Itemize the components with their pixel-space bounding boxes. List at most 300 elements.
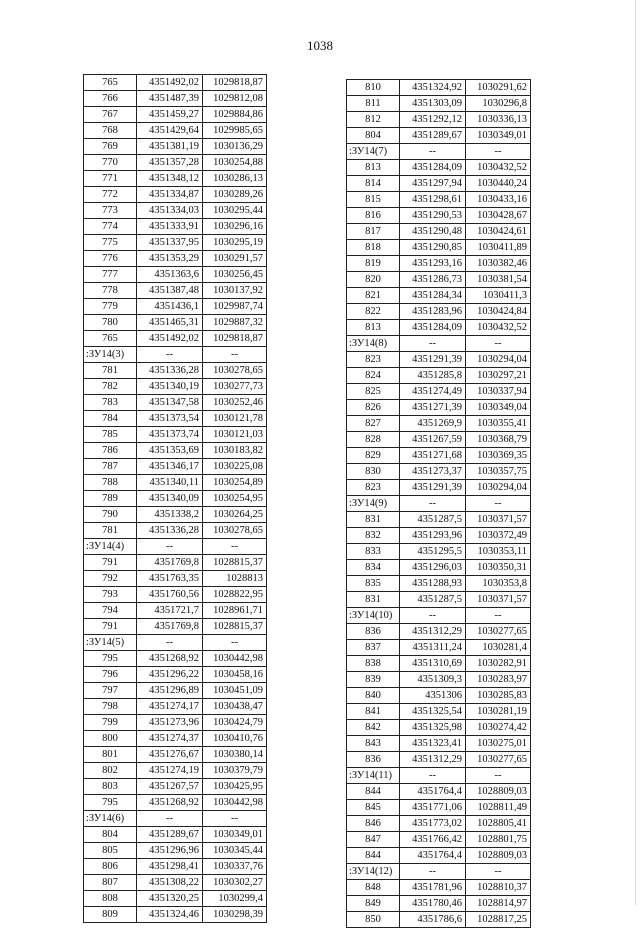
- point-number-cell: 840: [347, 688, 400, 704]
- y-coordinate-cell: 1030433,16: [466, 192, 531, 208]
- point-number-cell: 830: [347, 464, 400, 480]
- x-coordinate-cell: 4351296,89: [137, 683, 203, 699]
- section-header-row: [347, 496, 531, 512]
- x-coordinate-cell: 4351340,09: [137, 491, 203, 507]
- table-row: [347, 304, 531, 320]
- x-coordinate-cell: 4351492,02: [137, 75, 203, 91]
- table-row: [347, 416, 531, 432]
- point-number-cell: 808: [84, 891, 137, 907]
- point-number-cell: 838: [347, 656, 400, 672]
- x-coordinate-cell: 4351771,06: [400, 800, 466, 816]
- y-coordinate-cell: 1030357,75: [466, 464, 531, 480]
- table-row: [84, 315, 267, 331]
- page-edge-divider: [635, 0, 636, 905]
- x-coordinate-cell: 4351273,37: [400, 464, 466, 480]
- x-coordinate-cell: 4351325,54: [400, 704, 466, 720]
- x-coordinate-cell: 4351268,92: [137, 651, 203, 667]
- point-number-cell: 814: [347, 176, 400, 192]
- x-coordinate-cell: --: [400, 768, 466, 784]
- section-header-row: [347, 864, 531, 880]
- section-label-cell: :ЗУ14(3): [84, 347, 137, 363]
- x-coordinate-cell: 4351273,96: [137, 715, 203, 731]
- y-coordinate-cell: --: [203, 347, 267, 363]
- x-coordinate-cell: 4351310,69: [400, 656, 466, 672]
- x-coordinate-cell: 4351283,96: [400, 304, 466, 320]
- section-header-row: [84, 811, 267, 827]
- table-row: [347, 752, 531, 768]
- x-coordinate-cell: 4351363,6: [137, 267, 203, 283]
- y-coordinate-cell: 1030424,61: [466, 224, 531, 240]
- y-coordinate-cell: 1030411,89: [466, 240, 531, 256]
- table-row: [347, 288, 531, 304]
- y-coordinate-cell: 1028822,95: [203, 587, 267, 603]
- x-coordinate-cell: 4351312,29: [400, 624, 466, 640]
- table-row: [347, 528, 531, 544]
- x-coordinate-cell: 4351274,17: [137, 699, 203, 715]
- table-row: [347, 432, 531, 448]
- table-row: [84, 427, 267, 443]
- table-row: [347, 256, 531, 272]
- y-coordinate-cell: --: [466, 608, 531, 624]
- x-coordinate-cell: 4351298,41: [137, 859, 203, 875]
- point-number-cell: 819: [347, 256, 400, 272]
- point-number-cell: 847: [347, 832, 400, 848]
- point-number-cell: 829: [347, 448, 400, 464]
- point-number-cell: 785: [84, 427, 137, 443]
- point-number-cell: 781: [84, 523, 137, 539]
- x-coordinate-cell: 4351312,29: [400, 752, 466, 768]
- x-coordinate-cell: 4351459,27: [137, 107, 203, 123]
- y-coordinate-cell: 1030355,41: [466, 416, 531, 432]
- y-coordinate-cell: 1030289,26: [203, 187, 267, 203]
- point-number-cell: 779: [84, 299, 137, 315]
- y-coordinate-cell: 1029812,08: [203, 91, 267, 107]
- x-coordinate-cell: 4351763,35: [137, 571, 203, 587]
- point-number-cell: 836: [347, 624, 400, 640]
- y-coordinate-cell: 1030254,88: [203, 155, 267, 171]
- point-number-cell: 772: [84, 187, 137, 203]
- y-coordinate-cell: 1030294,04: [466, 352, 531, 368]
- x-coordinate-cell: 4351268,92: [137, 795, 203, 811]
- section-label-cell: :ЗУ14(4): [84, 539, 137, 555]
- y-coordinate-cell: 1030350,31: [466, 560, 531, 576]
- point-number-cell: 815: [347, 192, 400, 208]
- x-coordinate-cell: 4351274,19: [137, 763, 203, 779]
- table-row: [347, 592, 531, 608]
- table-row: [84, 651, 267, 667]
- point-number-cell: 774: [84, 219, 137, 235]
- table-row: [84, 251, 267, 267]
- point-number-cell: 821: [347, 288, 400, 304]
- x-coordinate-cell: 4351285,8: [400, 368, 466, 384]
- y-coordinate-cell: 1030298,39: [203, 907, 267, 923]
- y-coordinate-cell: 1030353,8: [466, 576, 531, 592]
- table-row: [84, 267, 267, 283]
- x-coordinate-cell: --: [137, 811, 203, 827]
- x-coordinate-cell: 4351297,94: [400, 176, 466, 192]
- section-label-cell: :ЗУ14(6): [84, 811, 137, 827]
- point-number-cell: 810: [347, 80, 400, 96]
- point-number-cell: 768: [84, 123, 137, 139]
- table-row: [347, 880, 531, 896]
- x-coordinate-cell: 4351324,46: [137, 907, 203, 923]
- x-coordinate-cell: 4351336,28: [137, 523, 203, 539]
- table-row: [347, 832, 531, 848]
- y-coordinate-cell: 1029818,87: [203, 75, 267, 91]
- section-header-row: [84, 635, 267, 651]
- x-coordinate-cell: 4351346,17: [137, 459, 203, 475]
- table-row: [84, 219, 267, 235]
- y-coordinate-cell: 1030424,79: [203, 715, 267, 731]
- y-coordinate-cell: 1030296,16: [203, 219, 267, 235]
- table-row: [84, 619, 267, 635]
- point-number-cell: 844: [347, 784, 400, 800]
- x-coordinate-cell: 4351296,96: [137, 843, 203, 859]
- point-number-cell: 769: [84, 139, 137, 155]
- y-coordinate-cell: 1029884,86: [203, 107, 267, 123]
- point-number-cell: 827: [347, 416, 400, 432]
- table-row: [84, 859, 267, 875]
- y-coordinate-cell: --: [203, 811, 267, 827]
- point-number-cell: 817: [347, 224, 400, 240]
- y-coordinate-cell: 1028810,37: [466, 880, 531, 896]
- point-number-cell: 818: [347, 240, 400, 256]
- point-number-cell: 794: [84, 603, 137, 619]
- y-coordinate-cell: 1030337,76: [203, 859, 267, 875]
- table-row: [347, 240, 531, 256]
- point-number-cell: 784: [84, 411, 137, 427]
- point-number-cell: 777: [84, 267, 137, 283]
- x-coordinate-cell: 4351334,87: [137, 187, 203, 203]
- x-coordinate-cell: 4351721,7: [137, 603, 203, 619]
- point-number-cell: 809: [84, 907, 137, 923]
- point-number-cell: 831: [347, 512, 400, 528]
- y-coordinate-cell: 1030278,65: [203, 363, 267, 379]
- x-coordinate-cell: 4351353,29: [137, 251, 203, 267]
- table-row: [84, 587, 267, 603]
- point-number-cell: 825: [347, 384, 400, 400]
- table-row: [347, 720, 531, 736]
- y-coordinate-cell: 1030296,8: [466, 96, 531, 112]
- point-number-cell: 781: [84, 363, 137, 379]
- table-row: [347, 208, 531, 224]
- y-coordinate-cell: 1030256,45: [203, 267, 267, 283]
- table-row: [84, 523, 267, 539]
- table-row: [347, 784, 531, 800]
- table-row: [84, 699, 267, 715]
- y-coordinate-cell: 1030281,19: [466, 704, 531, 720]
- x-coordinate-cell: 4351786,6: [400, 912, 466, 928]
- point-number-cell: 791: [84, 619, 137, 635]
- section-label-cell: :ЗУ14(10): [347, 608, 400, 624]
- y-coordinate-cell: 1030425,95: [203, 779, 267, 795]
- y-coordinate-cell: 1030136,29: [203, 139, 267, 155]
- y-coordinate-cell: 1030274,42: [466, 720, 531, 736]
- table-row: [347, 704, 531, 720]
- y-coordinate-cell: 1030302,27: [203, 875, 267, 891]
- table-row: [347, 384, 531, 400]
- x-coordinate-cell: 4351284,09: [400, 160, 466, 176]
- x-coordinate-cell: 4351287,5: [400, 512, 466, 528]
- table-row: [347, 96, 531, 112]
- y-coordinate-cell: 1030349,04: [466, 400, 531, 416]
- x-coordinate-cell: 4351284,34: [400, 288, 466, 304]
- point-number-cell: 792: [84, 571, 137, 587]
- y-coordinate-cell: 1030283,97: [466, 672, 531, 688]
- point-number-cell: 802: [84, 763, 137, 779]
- y-coordinate-cell: 1030252,46: [203, 395, 267, 411]
- x-coordinate-cell: 4351284,09: [400, 320, 466, 336]
- y-coordinate-cell: 1029985,65: [203, 123, 267, 139]
- y-coordinate-cell: 1030440,24: [466, 176, 531, 192]
- y-coordinate-cell: 1030295,44: [203, 203, 267, 219]
- x-coordinate-cell: --: [137, 635, 203, 651]
- y-coordinate-cell: 1029987,74: [203, 299, 267, 315]
- x-coordinate-cell: 4351291,39: [400, 480, 466, 496]
- table-row: [84, 123, 267, 139]
- y-coordinate-cell: --: [466, 768, 531, 784]
- x-coordinate-cell: 4351293,96: [400, 528, 466, 544]
- x-coordinate-cell: 4351338,2: [137, 507, 203, 523]
- y-coordinate-cell: 1028961,71: [203, 603, 267, 619]
- y-coordinate-cell: 1030183,82: [203, 443, 267, 459]
- x-coordinate-cell: 4351492,02: [137, 331, 203, 347]
- y-coordinate-cell: 1028817,25: [466, 912, 531, 928]
- x-coordinate-cell: --: [400, 144, 466, 160]
- table-row: [84, 395, 267, 411]
- point-number-cell: 826: [347, 400, 400, 416]
- point-number-cell: 770: [84, 155, 137, 171]
- section-label-cell: :ЗУ14(7): [347, 144, 400, 160]
- table-row: [84, 379, 267, 395]
- point-number-cell: 782: [84, 379, 137, 395]
- table-row: [84, 667, 267, 683]
- point-number-cell: 832: [347, 528, 400, 544]
- coordinates-table-right: [346, 79, 531, 928]
- section-label-cell: :ЗУ14(9): [347, 496, 400, 512]
- x-coordinate-cell: 4351311,24: [400, 640, 466, 656]
- point-number-cell: 816: [347, 208, 400, 224]
- x-coordinate-cell: 4351289,67: [400, 128, 466, 144]
- table-row: [84, 443, 267, 459]
- point-number-cell: 828: [347, 432, 400, 448]
- y-coordinate-cell: 1030458,16: [203, 667, 267, 683]
- x-coordinate-cell: 4351348,12: [137, 171, 203, 187]
- y-coordinate-cell: 1030369,35: [466, 448, 531, 464]
- x-coordinate-cell: 4351334,03: [137, 203, 203, 219]
- x-coordinate-cell: 4351773,02: [400, 816, 466, 832]
- y-coordinate-cell: 1030121,03: [203, 427, 267, 443]
- x-coordinate-cell: 4351340,19: [137, 379, 203, 395]
- table-row: [84, 91, 267, 107]
- x-coordinate-cell: 4351267,59: [400, 432, 466, 448]
- point-number-cell: 836: [347, 752, 400, 768]
- point-number-cell: 775: [84, 235, 137, 251]
- point-number-cell: 787: [84, 459, 137, 475]
- y-coordinate-cell: --: [466, 144, 531, 160]
- table-row: [347, 736, 531, 752]
- x-coordinate-cell: 4351306: [400, 688, 466, 704]
- point-number-cell: 820: [347, 272, 400, 288]
- y-coordinate-cell: 1030278,65: [203, 523, 267, 539]
- x-coordinate-cell: 4351296,03: [400, 560, 466, 576]
- point-number-cell: 846: [347, 816, 400, 832]
- y-coordinate-cell: 1030254,89: [203, 475, 267, 491]
- point-number-cell: 837: [347, 640, 400, 656]
- point-number-cell: 795: [84, 651, 137, 667]
- table-row: [347, 176, 531, 192]
- y-coordinate-cell: 1028811,49: [466, 800, 531, 816]
- x-coordinate-cell: 4351267,57: [137, 779, 203, 795]
- coordinates-table-left: [83, 74, 267, 923]
- x-coordinate-cell: 4351780,46: [400, 896, 466, 912]
- table-row: [84, 475, 267, 491]
- y-coordinate-cell: 1028813: [203, 571, 267, 587]
- table-row: [347, 224, 531, 240]
- point-number-cell: 834: [347, 560, 400, 576]
- section-header-row: [347, 336, 531, 352]
- y-coordinate-cell: 1028809,03: [466, 848, 531, 864]
- point-number-cell: 848: [347, 880, 400, 896]
- section-label-cell: :ЗУ14(8): [347, 336, 400, 352]
- y-coordinate-cell: 1030381,54: [466, 272, 531, 288]
- table-row: [347, 544, 531, 560]
- y-coordinate-cell: 1030254,95: [203, 491, 267, 507]
- x-coordinate-cell: --: [400, 336, 466, 352]
- point-number-cell: 804: [347, 128, 400, 144]
- x-coordinate-cell: 4351353,69: [137, 443, 203, 459]
- x-coordinate-cell: 4351291,39: [400, 352, 466, 368]
- x-coordinate-cell: 4351340,11: [137, 475, 203, 491]
- y-coordinate-cell: 1030336,13: [466, 112, 531, 128]
- table-row: [84, 731, 267, 747]
- y-coordinate-cell: 1030291,57: [203, 251, 267, 267]
- y-coordinate-cell: 1030424,84: [466, 304, 531, 320]
- y-coordinate-cell: 1030264,25: [203, 507, 267, 523]
- table-row: [347, 480, 531, 496]
- point-number-cell: 786: [84, 443, 137, 459]
- x-coordinate-cell: 4351769,8: [137, 619, 203, 635]
- x-coordinate-cell: 4351387,48: [137, 283, 203, 299]
- point-number-cell: 811: [347, 96, 400, 112]
- x-coordinate-cell: 4351333,91: [137, 219, 203, 235]
- y-coordinate-cell: 1030286,13: [203, 171, 267, 187]
- y-coordinate-cell: 1030281,4: [466, 640, 531, 656]
- table-row: [84, 299, 267, 315]
- x-coordinate-cell: --: [400, 864, 466, 880]
- y-coordinate-cell: 1030299,4: [203, 891, 267, 907]
- table-row: [347, 464, 531, 480]
- x-coordinate-cell: 4351325,98: [400, 720, 466, 736]
- section-header-row: [347, 768, 531, 784]
- y-coordinate-cell: 1030345,44: [203, 843, 267, 859]
- point-number-cell: 766: [84, 91, 137, 107]
- table-row: [84, 843, 267, 859]
- table-row: [347, 848, 531, 864]
- table-row: [84, 507, 267, 523]
- y-coordinate-cell: 1030349,01: [203, 827, 267, 843]
- point-number-cell: 798: [84, 699, 137, 715]
- table-row: [347, 640, 531, 656]
- table-row: [84, 795, 267, 811]
- x-coordinate-cell: 4351289,67: [137, 827, 203, 843]
- x-coordinate-cell: 4351781,96: [400, 880, 466, 896]
- point-number-cell: 797: [84, 683, 137, 699]
- x-coordinate-cell: 4351373,54: [137, 411, 203, 427]
- x-coordinate-cell: 4351436,1: [137, 299, 203, 315]
- table-row: [84, 107, 267, 123]
- point-number-cell: 813: [347, 320, 400, 336]
- table-row: [84, 363, 267, 379]
- section-label-cell: :ЗУ14(5): [84, 635, 137, 651]
- table-row: [347, 688, 531, 704]
- point-number-cell: 850: [347, 912, 400, 928]
- y-coordinate-cell: 1028809,03: [466, 784, 531, 800]
- table-row: [84, 875, 267, 891]
- y-coordinate-cell: 1028805,41: [466, 816, 531, 832]
- point-number-cell: 778: [84, 283, 137, 299]
- point-number-cell: 822: [347, 304, 400, 320]
- table-row: [347, 512, 531, 528]
- point-number-cell: 765: [84, 331, 137, 347]
- y-coordinate-cell: 1030277,65: [466, 624, 531, 640]
- table-row: [347, 112, 531, 128]
- table-row: [347, 320, 531, 336]
- y-coordinate-cell: 1030438,47: [203, 699, 267, 715]
- y-coordinate-cell: 1030294,04: [466, 480, 531, 496]
- table-row: [84, 139, 267, 155]
- table-row: [347, 656, 531, 672]
- x-coordinate-cell: 4351269,9: [400, 416, 466, 432]
- x-coordinate-cell: 4351290,48: [400, 224, 466, 240]
- table-row: [84, 779, 267, 795]
- y-coordinate-cell: 1030353,11: [466, 544, 531, 560]
- table-row: [84, 491, 267, 507]
- table-row: [347, 560, 531, 576]
- x-coordinate-cell: 4351487,39: [137, 91, 203, 107]
- table-row: [84, 891, 267, 907]
- table-row: [84, 75, 267, 91]
- table-row: [347, 400, 531, 416]
- point-number-cell: 841: [347, 704, 400, 720]
- table-row: [347, 576, 531, 592]
- y-coordinate-cell: 1030451,09: [203, 683, 267, 699]
- table-row: [84, 555, 267, 571]
- x-coordinate-cell: 4351769,8: [137, 555, 203, 571]
- point-number-cell: 839: [347, 672, 400, 688]
- point-number-cell: 780: [84, 315, 137, 331]
- y-coordinate-cell: 1030282,91: [466, 656, 531, 672]
- point-number-cell: 793: [84, 587, 137, 603]
- point-number-cell: 835: [347, 576, 400, 592]
- y-coordinate-cell: 1030277,65: [466, 752, 531, 768]
- point-number-cell: 805: [84, 843, 137, 859]
- y-coordinate-cell: 1028815,37: [203, 619, 267, 635]
- table-row: [84, 763, 267, 779]
- page-number: 1038: [307, 38, 333, 53]
- y-coordinate-cell: 1030121,78: [203, 411, 267, 427]
- y-coordinate-cell: 1029887,32: [203, 315, 267, 331]
- table-row: [84, 331, 267, 347]
- point-number-cell: 788: [84, 475, 137, 491]
- point-number-cell: 771: [84, 171, 137, 187]
- y-coordinate-cell: 1030275,01: [466, 736, 531, 752]
- table-row: [84, 187, 267, 203]
- point-number-cell: 842: [347, 720, 400, 736]
- point-number-cell: 789: [84, 491, 137, 507]
- x-coordinate-cell: 4351276,67: [137, 747, 203, 763]
- table-row: [84, 411, 267, 427]
